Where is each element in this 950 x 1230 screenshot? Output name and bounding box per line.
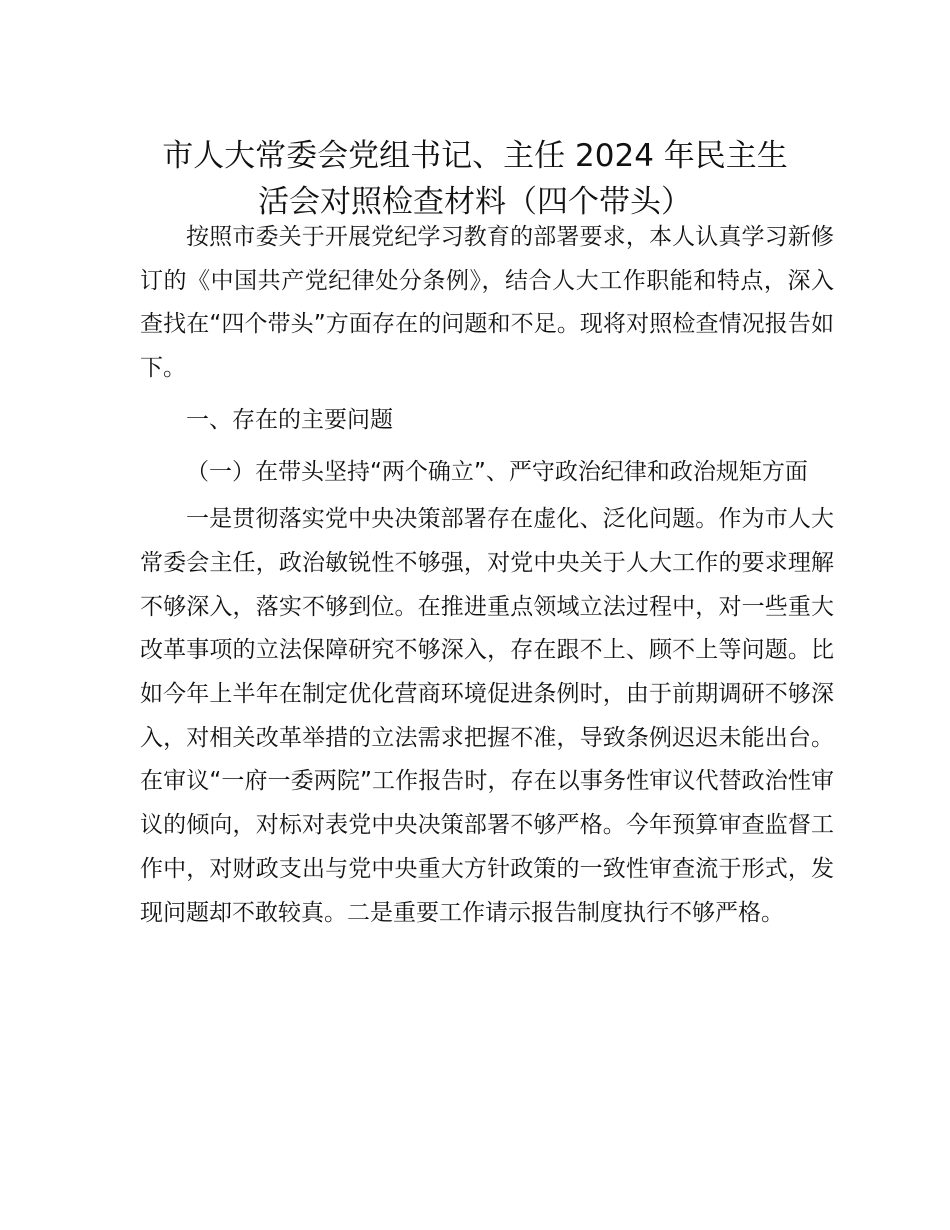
document-body: [140, 216, 834, 935]
section-heading: 一、存在的主要问题: [186, 406, 393, 433]
subsection-heading: （一）在带头坚持“两个确立”、严守政治纪律和政治规矩方面: [186, 458, 808, 485]
intro-paragraph: 按照市委关于开展党纪学习教育的部署要求，本人认真学习新修订的《中国共产党纪律处分条例》，结合人大工作职能和特点，深入查找在“四个带头”方面存在的问题和不足。现将对照检查情况报告如下。: [140, 224, 834, 382]
body-paragraph: 一是贯彻落实党中央决策部署存在虚化、泛化问题。作为市人大常委会主任，政治敏锐性不够强，对党中央关于人大工作的要求理解不够深入，落实不够到位。在推进重点领域立法过程中，对一些重大改革事项的立法保障研究不够深入，存在跟不上、顾不上等问题。比如今年上半年在制定优化营商环境促进条例时，由于前期调研不够深入，对相关改革举措的立法需求把握不准，导致条例迟迟未能出台。在审议“一府一委两院”工作报告时，存在以事务性审议代替政治性审议的倾向，对标对表党中央决策部署不够严格。今年预算审查监督工作中，对财政支出与党中央重大方针政策的一致性审查流于形式，发现问题却不敢较真。二是重要工作请示报告制度执行不够严格。: [140, 506, 834, 926]
document-title: [120, 133, 830, 225]
title-line-1: 市人大常委会党组书记、主任 2024 年民主生: [162, 137, 788, 174]
title-line-2: 活会对照检查材料（四个带头）: [258, 183, 692, 220]
